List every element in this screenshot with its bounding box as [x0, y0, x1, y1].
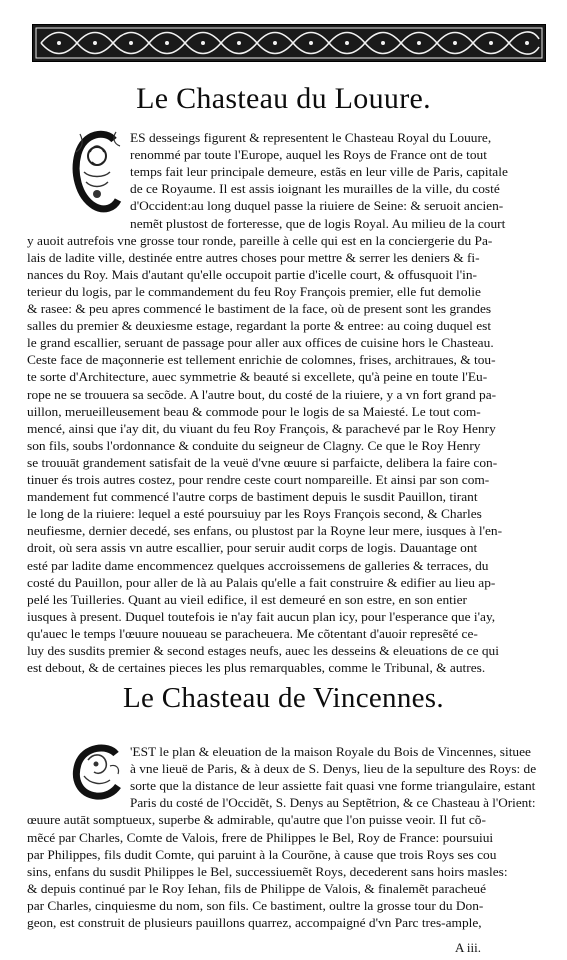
- text-line: te sorte d'Architecture, auec symmetrie & beauté si excellete, qu'à peine en toute l'Eu-: [27, 370, 488, 385]
- text-line: neufiesme, dernier decedé, ses enfans, ou plustost par la Royne leur mere, iusques à l'en-: [27, 524, 503, 539]
- drop-cap-louvre: [70, 126, 124, 216]
- text-line: & depuis continué par le Roy Iehan, fils de Philippe de Valois, & finalemẽt paracheué: [27, 881, 487, 896]
- text-line: nances du Roy. Mais d'autant qu'elle occupoit partie d'icelle court, & offusquoit l'in-: [27, 267, 478, 282]
- text-line: luy des susdits premier & second estages neufs, auec les desseins & eleuations de ce qui: [27, 644, 499, 658]
- text-line: ES desseings figurent & representent le Chasteau Royal du Louure,: [130, 131, 492, 145]
- text-line: à vne lieuë de Paris, & à deux de S. Denys, lieu de la sepulture des Roys: de: [130, 762, 537, 777]
- text-line: iusques à present. Duquel toutefois ie n'ay fait aucun plan icy, pour l'esperance que i'ay,: [27, 609, 496, 624]
- text-line: qu'auec le temps l'œuure nouueau se paracheuera. Me cõtentant d'auoir represẽté ce-: [27, 626, 478, 641]
- signature-mark: A iii.: [455, 940, 482, 955]
- text-line: œuure autāt somptueux, superbe & admirable, qu'autre que l'on puisse veoir. Il fut cõ-: [27, 813, 486, 828]
- text-line: droit, où sera assis vn autre escallier, pour seruir audit corps de logis. Dauantage ont: [27, 541, 478, 556]
- text-line: d'Occident:au long duquel passe la riuiere de Seine: & seruoit ancien-: [130, 199, 504, 214]
- text-line: mencé, ainsi que i'ay dit, du viuant du feu Roy François, & parachevé par le Roy Henry: [27, 421, 496, 436]
- text-line: 'EST le plan & eleuation de la maison Royale du Bois de Vincennes, situee: [130, 745, 532, 759]
- text-line: rope ne se trouuera sa secõde. A l'autre bout, du costé de la riuiere, y a vn fort grand pa-: [27, 387, 497, 402]
- text-line: renommé par toute l'Europe, auquel les Roys de France ont de tout: [130, 148, 487, 163]
- section-title-louvre: Le Chasteau du Louure.: [136, 82, 431, 115]
- drop-cap-vincennes: [70, 742, 126, 800]
- text-line: salles du premier & deuxiesme estage, regardant la porte & entree: au coing duquel est: [27, 319, 492, 334]
- text-line: Paris du costé de l'Occidẽt, S. Denys au Septẽtrion, & ce Chasteau à l'Orient:: [130, 796, 536, 811]
- text-line: le long de la riuiere: lequel a esté poursuiuy par les Roys François second, & Charles: [27, 507, 482, 522]
- text-line: se trouuāt grandement satisfait de la veuë d'vne œuure si parfaicte, delibera la faire con-: [27, 455, 498, 470]
- text-line: & rasee: & peu apres commencé le bastiment de la face, où de present sont les grandes: [27, 302, 492, 316]
- ornament-pattern-icon: [33, 25, 545, 61]
- text-line: tinuer és trois autres costez, pour rendre ceste court nompareille. Et ainsi par son com-: [27, 473, 490, 487]
- text-line: sorte que la distance de leur assiette fait quasi vne forme triangulaire, estant: [130, 779, 536, 794]
- text-line: par Philippes, fils dudit Comte, qui paruint à la Courõne, à cause que trois Roys ses cou: [27, 847, 497, 862]
- text-line: pelé les Tuilleries. Quant au vieil edifice, il est demeuré en son estre, en son entier: [27, 592, 467, 607]
- text-line: Ceste face de maçonnerie est tellement enrichie de colomnes, frises, architraues, & tou-: [27, 353, 496, 368]
- text-line: de ce Royaume. Il est assis ioignant les murailles de la ville, du costé: [130, 182, 500, 197]
- text-line: par Charles, cinquiesme du nom, son fils. Ce bastiment, oultre la grosse tour du Don-: [27, 898, 484, 913]
- text-line: le grand escallier, seruant de passage pour aller aux offices de cuisine hors le Chasteau.: [27, 336, 494, 351]
- text-line: est debout, & de certaines pieces les plus remarquables, comme le Tribunal, & autres.: [27, 661, 486, 676]
- text-line: esté par ladite dame encommencez quelques accroissemens de galleries & terraces, du: [27, 558, 489, 573]
- ornament-header: [32, 24, 546, 62]
- ornate-initial-c-icon: [70, 126, 124, 216]
- text-line: costé du Pauillon, pour aller de là au Palais qu'elle a fait construire & edifier au lieu ap-: [27, 575, 496, 590]
- text-line: mandement fut commencé l'autre corps de bastiment depuis le susdit Pauillon, tirant: [27, 490, 478, 505]
- text-line: sins, enfans du susdit Philippes le Bel, successiuemẽt Roys, decederent sans hoirs masles:: [27, 864, 508, 879]
- text-line: temps fait leur principale demeure, estãs en leur ville de Paris, capitale: [130, 165, 508, 180]
- text-line: y auoit autrefois vne grosse tour ronde, pareille à celle qui est en la conciergerie du Pa-: [27, 233, 493, 248]
- text-line: nemẽt plustost de forteresse, que de logis Royal. Au milieu de la court: [130, 216, 506, 231]
- text-line: mẽcé par Charles, Comte de Valois, frere de Philippes le Bel, Roy de France: poursuiui: [27, 830, 494, 845]
- text-line: geon, est construit de plusieurs pauillons quarrez, accompaigné d'vn Parc tres-ample,: [27, 916, 482, 930]
- text-line: lais de ladite ville, destinée entre autres choses pour mettre & serrer les deniers & fi-: [27, 250, 480, 265]
- section-title-vincennes: Le Chasteau de Vincennes.: [123, 682, 444, 714]
- ornate-initial-c-icon: [70, 742, 126, 800]
- text-line: son fils, soubs l'ordonnance & conduite du seigneur de Clagny. Ce que le Roy Henry: [27, 438, 481, 453]
- text-line: terieur du logis, par le commandement du feu Roy François premier, elle fut demolie: [27, 284, 481, 299]
- text-line: uillon, merueilleusement beau & commode pour le logis de sa Maiesté. Le tout com-: [27, 404, 481, 419]
